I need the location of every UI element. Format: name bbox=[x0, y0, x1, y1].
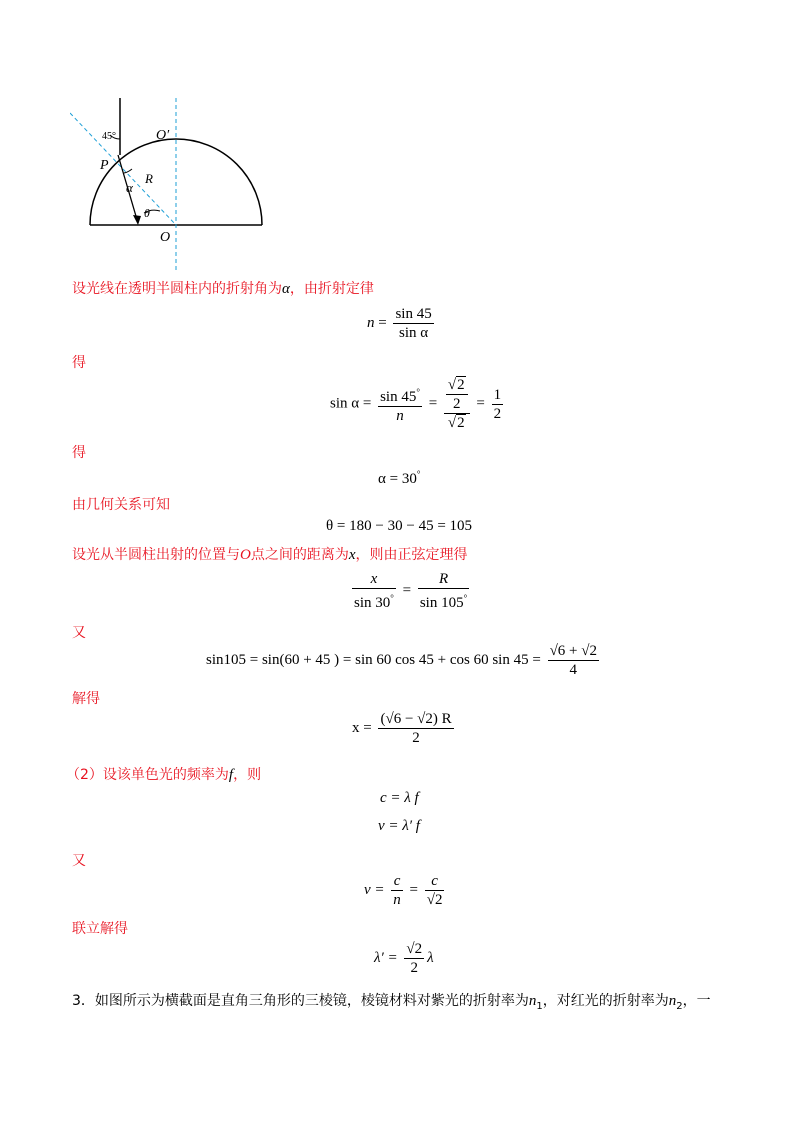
eq2-frac2 bbox=[444, 376, 470, 432]
eq10-frac1 bbox=[391, 872, 403, 909]
q3-text-b: ，对红光的折射率为 bbox=[542, 993, 669, 1009]
eq5-den2: sin 105° bbox=[419, 593, 468, 611]
eq1-lhs: n bbox=[367, 314, 375, 331]
equation-theta: θ = 180 − 30 − 45 = 105 bbox=[326, 518, 473, 534]
equation-x-solution bbox=[352, 710, 457, 747]
text-l1-tail: ，由折射定律 bbox=[289, 281, 374, 297]
semicircle-refraction-figure bbox=[70, 95, 270, 275]
label-p: P bbox=[100, 158, 109, 173]
eq5-num1: x bbox=[352, 570, 396, 589]
equation-c: c = λ f bbox=[380, 790, 419, 806]
equation-sine-law: $\frac{x}{\sin 30^\circ}$ = $\frac{R}{\sin 105^\circ}$ bbox=[354, 571, 468, 611]
eq7-num: (√6 − √2) R bbox=[380, 711, 452, 727]
var-n1-sub: 1 bbox=[536, 1000, 543, 1012]
var-f: f bbox=[228, 767, 234, 783]
eq6-text: sin105 = sin(60 + 45 ) = sin 60 cos 45 + cos 60 sin 45 = bbox=[206, 651, 541, 668]
lianli-jiede: 联立解得 bbox=[72, 921, 128, 937]
eq2-half-den: 2 bbox=[493, 405, 502, 422]
eq2-inner-frac bbox=[446, 376, 468, 413]
eq10-frac2 bbox=[425, 872, 445, 909]
label-r: R bbox=[145, 171, 153, 186]
equation-lambda-prime bbox=[374, 940, 434, 977]
equation-alpha-30: α = 30° bbox=[378, 469, 421, 487]
label-o-prime: O′ bbox=[156, 128, 170, 143]
var-o: O bbox=[240, 547, 251, 563]
de-2: 得 bbox=[72, 445, 86, 461]
eq5-den1: sin 30° bbox=[354, 593, 394, 611]
text-l5c: ，则由正弦定理得 bbox=[355, 547, 468, 563]
eq11-lhs: λ′ = bbox=[374, 949, 398, 966]
eq10-lhs: v = bbox=[364, 881, 385, 898]
eq5-frac1 bbox=[352, 570, 396, 612]
eq2-frac3 bbox=[492, 386, 504, 423]
equation-v-c-n: v = $\frac{c}{n}$ = $\frac{c}{√2}$ bbox=[364, 873, 443, 908]
eq6-num: √6 + √2 bbox=[549, 643, 597, 659]
geometry-sentence: 由几何关系可知 bbox=[72, 497, 170, 513]
eq11-frac bbox=[404, 940, 424, 977]
eq7-lhs: x = bbox=[352, 719, 372, 736]
jiede-1: 解得 bbox=[72, 691, 100, 707]
part2-sentence bbox=[66, 764, 261, 784]
equation-sin-alpha: sin α = $\frac{\sin 45^\circ}{n}$ = $\frac{\frac{√2}{2}}{√2}$ = $\frac{1}{2}$ bbox=[330, 377, 502, 431]
distance-sentence bbox=[72, 544, 468, 564]
refracted-ray-arrow bbox=[133, 215, 141, 225]
eq2-num2 bbox=[444, 376, 470, 414]
eq7-frac bbox=[378, 710, 453, 747]
eq5-den1-text: sin 30 bbox=[354, 595, 391, 611]
eq11-num: √2 bbox=[406, 941, 423, 957]
eq1-num: sin 45 bbox=[395, 306, 432, 322]
equation-v: v = λ′ f bbox=[378, 818, 420, 834]
eq2-den2: √2 bbox=[447, 415, 465, 431]
eq10-n2: c bbox=[425, 872, 445, 891]
label-theta: θ bbox=[144, 206, 150, 220]
label-alpha: α bbox=[126, 180, 133, 195]
eq2-num1-text: sin 45 bbox=[380, 389, 417, 405]
eq10-d2: √2 bbox=[426, 892, 443, 908]
you-1: 又 bbox=[72, 625, 86, 641]
eq1-fraction bbox=[393, 305, 433, 342]
var-x: x bbox=[348, 547, 356, 563]
var-n2: n bbox=[668, 993, 677, 1009]
eq2-inner-num-rad: 2 bbox=[457, 377, 465, 393]
eq2-den1: n bbox=[396, 408, 404, 424]
de-1: 得 bbox=[72, 355, 86, 371]
text-l1: 设光线在透明半圆柱内的折射角为 bbox=[72, 281, 282, 297]
eq2-frac1 bbox=[378, 383, 422, 425]
eq2-num1: sin 45° bbox=[378, 383, 422, 407]
label-45: 45° bbox=[102, 131, 116, 142]
eq10-d1: n bbox=[393, 892, 401, 908]
text-l5b: 点之间的距离为 bbox=[250, 547, 349, 563]
eq2-inner-den: 2 bbox=[453, 396, 461, 412]
eq5-frac2 bbox=[418, 570, 469, 612]
refraction-angle-sentence bbox=[72, 278, 374, 298]
eq7-den: 2 bbox=[412, 730, 420, 746]
text-l5a: 设光从半圆柱出射的位置与 bbox=[72, 547, 240, 563]
text-part2a: （2）设该单色光的频率为 bbox=[66, 767, 229, 783]
eq10-n1: c bbox=[391, 872, 403, 891]
eq3-text: α = 30 bbox=[378, 471, 417, 487]
var-n1: n bbox=[528, 993, 537, 1009]
question-3 bbox=[72, 990, 711, 1012]
eq6-den: 4 bbox=[569, 662, 578, 678]
eq5-num2: R bbox=[418, 570, 469, 589]
eq2-lhs: sin α = bbox=[330, 395, 372, 412]
text-part2b: ，则 bbox=[233, 767, 262, 783]
q3-text-a: 3．如图所示为横截面是直角三角形的三棱镜，棱镜材料对紫光的折射率为 bbox=[72, 993, 529, 1009]
eq11-den: 2 bbox=[410, 960, 419, 976]
you-2: 又 bbox=[72, 853, 86, 869]
eq2-half-num: 1 bbox=[493, 386, 502, 403]
eq1-den: sin α bbox=[399, 325, 429, 341]
eq11-tail: λ bbox=[427, 949, 434, 966]
equation-sin105 bbox=[206, 642, 602, 679]
q3-text-c: ，一 bbox=[682, 993, 711, 1009]
eq2-inner-num: √2 bbox=[446, 376, 468, 395]
var-n2-sub: 2 bbox=[676, 1000, 683, 1012]
eq6-frac bbox=[548, 642, 599, 679]
var-alpha: α bbox=[282, 281, 290, 297]
equation-snell: n = $\frac{\sin 45}{\text{sin α}}$ bbox=[367, 306, 432, 341]
eq5-den2-text: sin 105 bbox=[419, 595, 464, 611]
eq2-den2-rad: 2 bbox=[457, 415, 465, 431]
label-o: O bbox=[160, 230, 171, 245]
